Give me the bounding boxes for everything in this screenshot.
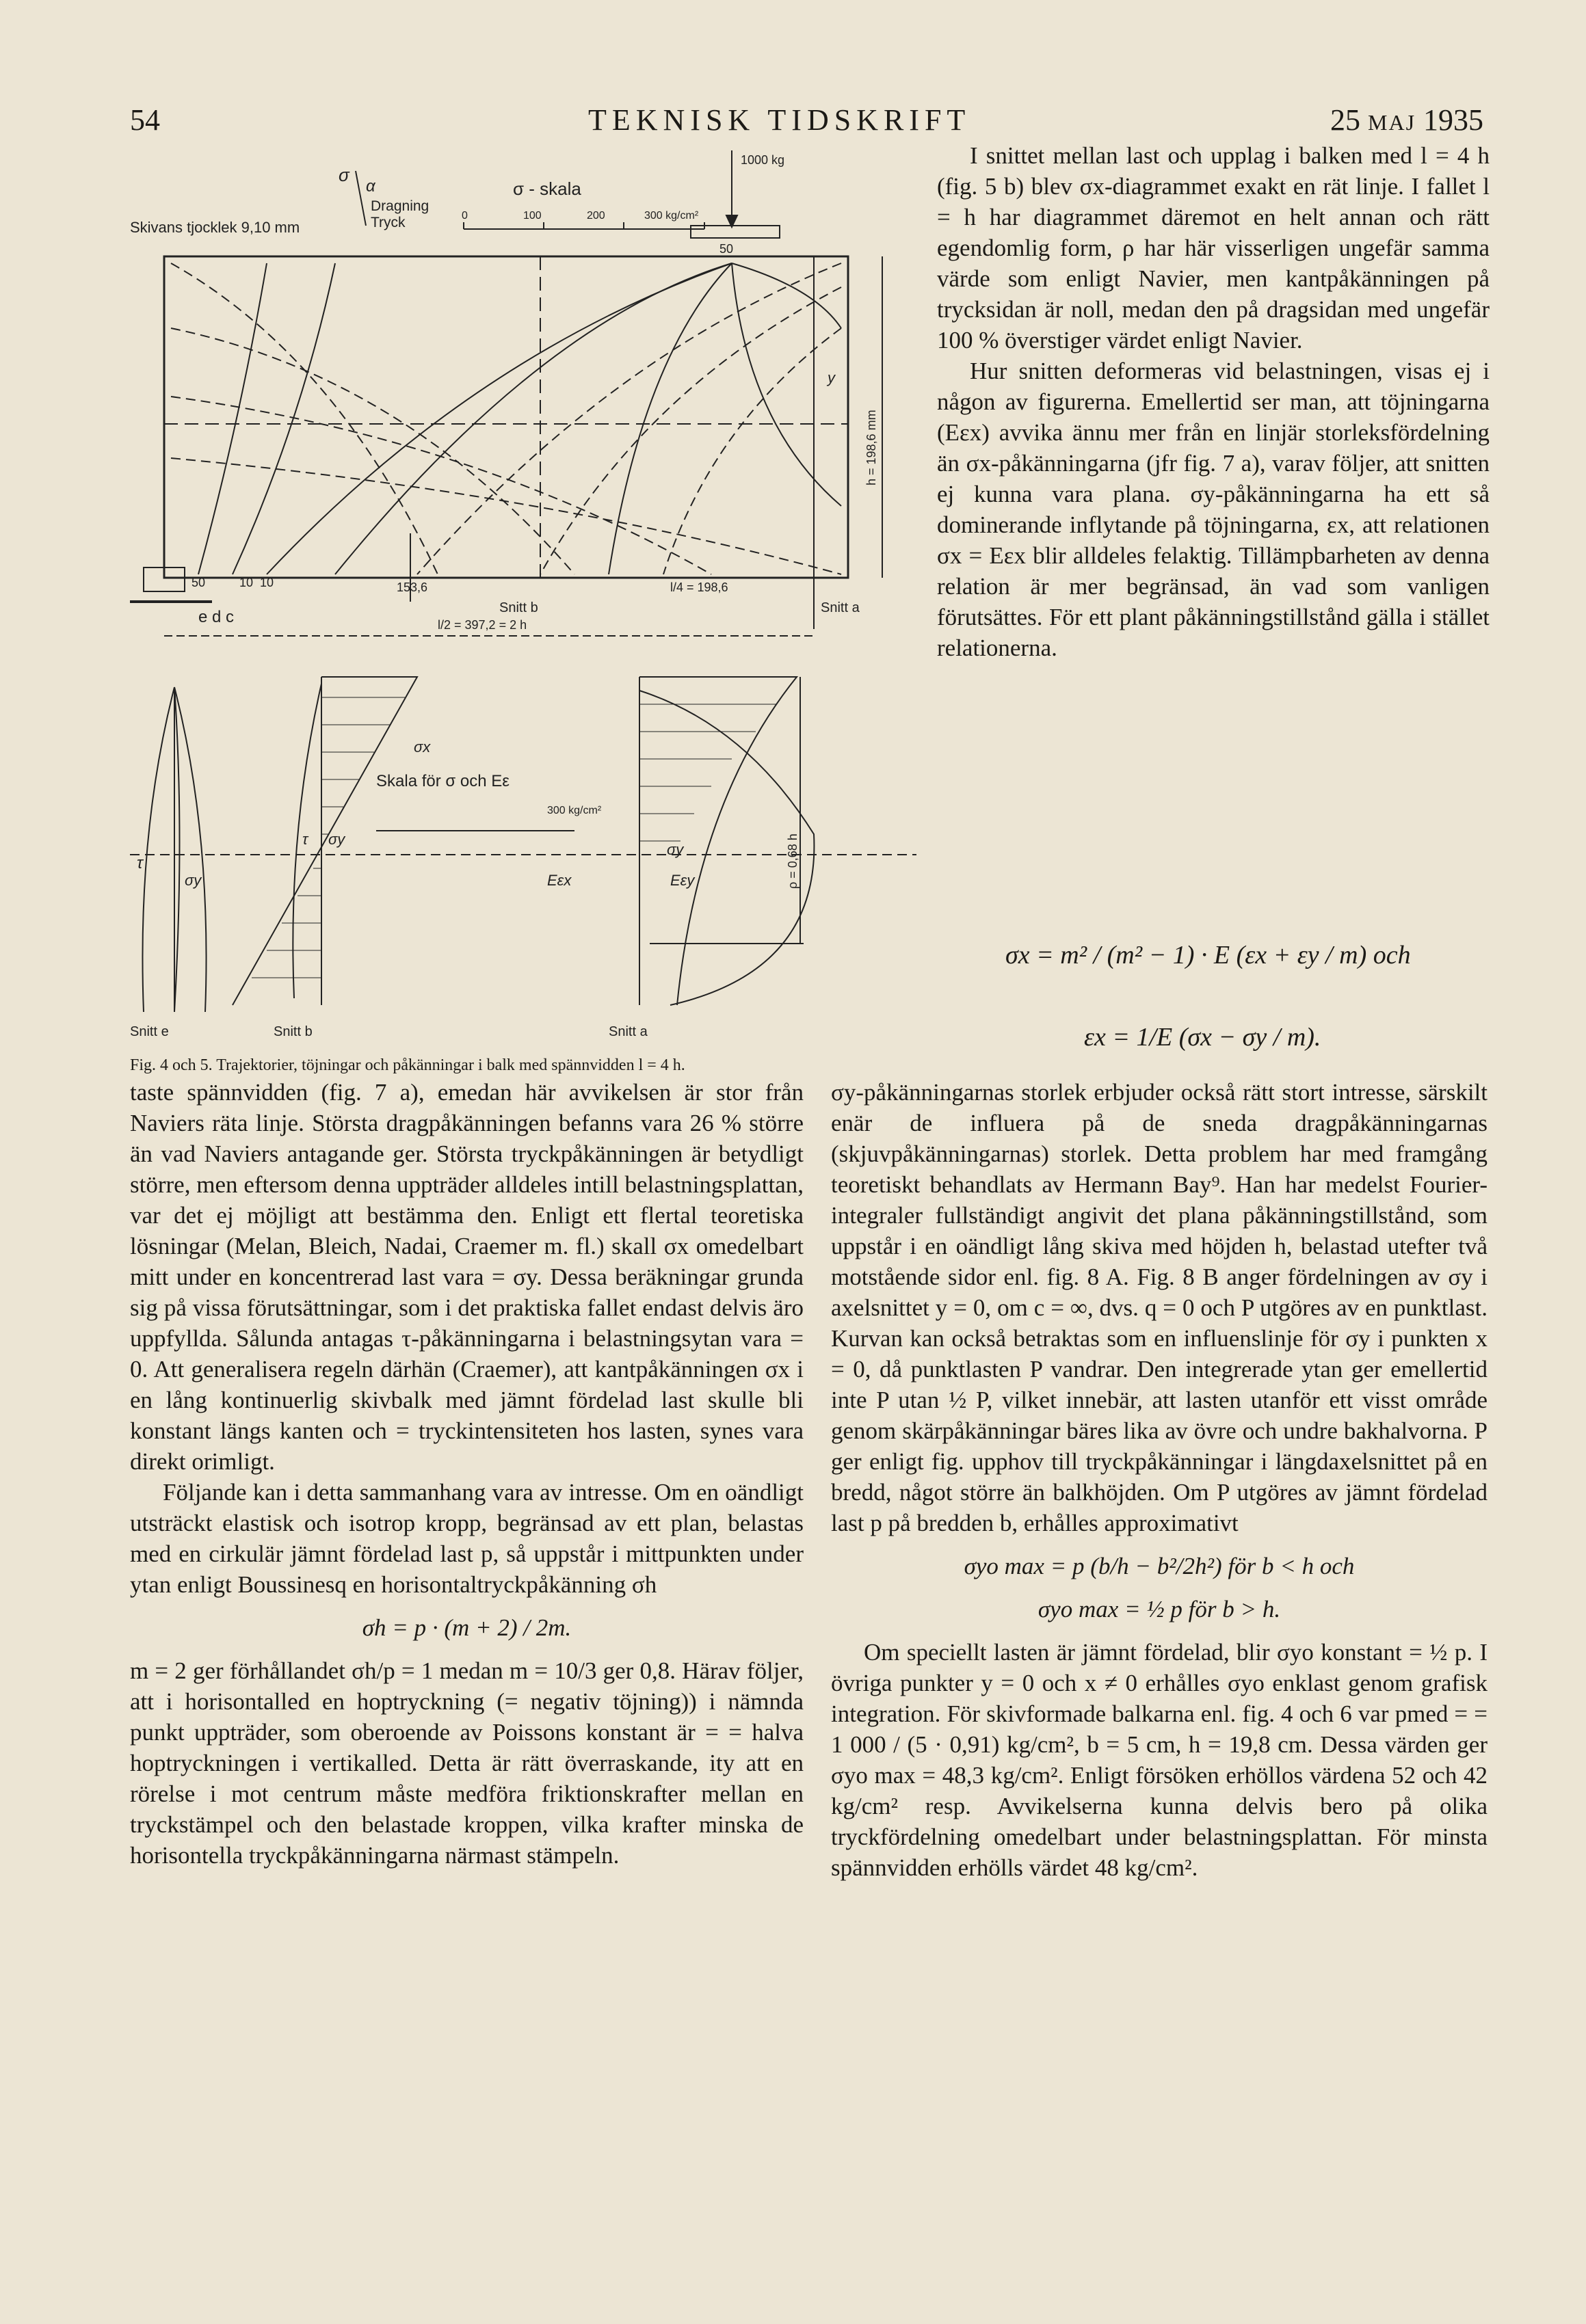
label-alpha: α [366, 177, 375, 196]
paragraph: taste spännvidden (fig. 7 a), emedan här avvikelsen är stor från Naviers räta linje. Största dragpåkänningen befanns vara 26 % större än vad Naviers antagande ger. Största tryckpåkänningen är betydligt större, men eftersom denna uppträder alldeles intill belastningsplattan, var det ej möjligt att bestämma den. Enligt ett flertal teoretiska lösningar (Melan, Bleich, Nadai, Craemer m. fl.) skall σx omedelbart mitt under en koncentrerad last vara = σy. Dessa beräkningar grunda sig på vissa förutsättningar, som i det praktiska fallet endast delvis äro uppfyllda. Sålunda antagas τ-påkänningarna i belastningsytan vara = 0. Att generalisera regeln därhän (Craemer), att kantpåkänningen σx i en lång kontinuerlig skivbalk med jämnt fördelad last skulle bli konstant längs kanten och = tryckintensiteten hos lasten, synes vara direkt orimligt. [130, 1079, 804, 1475]
scale2-unit: 300 kg/cm² [547, 805, 602, 816]
label-sigma-skala: σ - skala [513, 178, 581, 199]
figure-caption: Fig. 4 och 5. Trajektorier, töjningar och påkänningar i balk med spännvidden l = 4 h. [130, 1056, 685, 1074]
label-thickness: Skivans tjocklek 9,10 mm [130, 219, 300, 236]
paragraph: I snittet mellan last och upplag i balken med l = 4 h (fig. 5 b) blev σx-diagrammet exakt en rät linje. I fallet l = h har diagrammet däremot en helt annan och rätt egendomlig form, ρ har här visserligen ungefär samma värde som enligt Navier, men kantpåkänningen på trycksidan är noll, medan den på dragsidan med ungefär 100 % överstiger värdet enligt Navier. [937, 142, 1490, 353]
dim-l4: l/4 = 198,6 [670, 580, 728, 594]
scale-100: 100 [523, 210, 542, 222]
paragraph: m = 2 ger förhållandet σh/p = 1 medan m = 10/3 ger 0,8. Härav följer, att i horisontalled en hoptryckning (= negativ töjning)) i nämnda punkt uppträder, som oberoende av Poissons konstant är = = halva hoptryckningen i vertikalled. Detta är rätt överraskande, ity att en rörelse i mot centrum måste medföra friktionskrafter mellan en tryckstämpel och den belastade kroppen, vilka krafter minska de horisontella tryckpåkänningarna närmast stämpeln. [130, 1657, 804, 1869]
label-sigma-top: σ [339, 165, 349, 185]
dim-10a: 10 [239, 576, 254, 589]
equation: σyo max = p (b/h − b²/2h²) för b < h och [964, 1553, 1355, 1579]
equation: σh = p · (m + 2) / 2m. [362, 1614, 572, 1641]
label-snitt-a: Snitt a [821, 600, 860, 615]
page-number: 54 [130, 103, 160, 137]
text-column-bottom-right [831, 1077, 1488, 1883]
label-tau: τ [137, 854, 143, 872]
label-sigma-x: σx [414, 738, 431, 756]
date-day: 25 [1330, 103, 1360, 137]
label-snitt-b: Snitt b [499, 600, 538, 615]
figure-4-5 [130, 150, 916, 1039]
label-tau-2: τ [302, 831, 308, 848]
equation: σyo max = ½ p för b > h. [1037, 1596, 1281, 1622]
label-snitt-e-bot: Snitt e [130, 1024, 169, 1039]
label-dragning: Dragning [371, 198, 429, 214]
text-column-bottom-left [130, 1077, 804, 1871]
label-sigma-y-3: σy [667, 841, 684, 858]
label-tryck: Tryck [371, 215, 406, 230]
date-month: MAJ [1368, 110, 1416, 135]
label-skala-eps: Skala för σ och Eε [376, 772, 510, 790]
scale-unit: 300 kg/cm² [644, 210, 699, 222]
formula-eps-x: εx = 1/E (σx − σy / m). [1084, 1023, 1321, 1052]
issue-date [1330, 103, 1483, 137]
dim-y: y [828, 369, 835, 386]
paragraph: Hur snitten deformeras vid belastningen, visas ej i någon av figurerna. Emellertid ser man, att töjningarna (Eεx) avvika ännu mer från en linjär storleksfördelning än σx-påkänningarna (jfr fig. 7 a), varav följer, att snitten ej kunna vara plana. σy-påkänningarna ha ett så dominerande inflytande på töjningarna, εx, att relationen σx = Eεx blir alldeles felaktig. Tillämpbarheten av denna relation är mer begränsad, än vad som vanligen förutsättes. För ett plant påkänningstillstånd gälla i stället relationerna. [937, 358, 1490, 661]
label-sigma-y: σy [185, 872, 202, 889]
text-column-top-right [937, 140, 1490, 663]
journal-title: TEKNISK TIDSKRIFT [588, 103, 971, 137]
label-load: 1000 kg [741, 153, 785, 167]
label-rho: ρ = 0,68 h [786, 833, 799, 889]
scale-0: 0 [462, 210, 468, 222]
formula-sigma-x: σx = m² / (m² − 1) · E (εx + εy / m) och [1005, 941, 1411, 970]
dim-l2: l/2 = 397,2 = 2 h [438, 618, 527, 632]
paragraph: Följande kan i detta sammanhang vara av intresse. Om en oändligt utsträckt elastisk och isotrop kropp, begränsad av ett plan, belastas med en cirkulär jämnt fördelad last p, så uppstår i mittpunkten under ytan enligt Boussinesq en horisontaltryckpåkänning σh [130, 1479, 804, 1598]
dim-50b: 50 [191, 576, 206, 589]
dim-153: 153,6 [397, 580, 428, 594]
dim-10b: 10 [260, 576, 274, 589]
label-E-eps-x: Eεx [547, 872, 572, 889]
scale-200: 200 [587, 210, 605, 222]
points-edc: e d c [198, 608, 235, 626]
date-year: 1935 [1423, 103, 1484, 137]
label-sigma-y-2: σy [328, 831, 345, 848]
dim-50: 50 [719, 242, 734, 256]
label-snitt-b-bot: Snitt b [274, 1024, 313, 1039]
paragraph: Om speciellt lasten är jämnt fördelad, blir σyo konstant = ½ p. I övriga punkter y = 0 och x ≠ 0 erhålles σyo enklast genom grafisk integration. För skivformade balkarna enl. fig. 4 och 6 var pmed = = 1 000 / (5 · 0,91) kg/cm², b = 5 cm, h = 19,8 cm. Dessa värden ger σyo max = 48,3 kg/cm². Enligt försöken erhöllos värdena 52 och 42 kg/cm² resp. Avvikelserna kunna delvis bero på olika tryckfördelning omedelbart under belastningsplattan. För minsta spännvidden erhölls värdet 48 kg/cm². [831, 1639, 1488, 1881]
paragraph: σy-påkänningarnas storlek erbjuder också rätt stort intresse, särskilt enär de influera på de sneda dragpåkänningarnas (skjuvpåkänningarnas) storlek. Detta problem har med framgång teoretiskt behandlats av Hermann Bay⁹. Han har medelst Fourier-integraler fullständigt angivit det plana påkänningstillstånd, som uppstår i en oändligt lång skiva med höjden h, belastad utefter två motstående sidor enl. fig. 8 A. Fig. 8 B anger fördelningen av σy i axelsnittet y = 0, om c = ∞, dvs. q = 0 och P utgöres av en punktlast. Kurvan kan också betraktas som en influenslinje för σy i punkten x = 0, då punktlasten P vandrar. Den integrerade ytan ger emellertid inte P utan ½ P, vilket innebär, att lasten utanför ett visst område genom skärpåkänningar bäres lika av övre och undre bakhalvorna. P ger enligt fig. upphov till tryckpåkänningar i längdaxelsnittet på en bredd, något större än balkhöjden. Om P utgöres av jämnt fördelad last p på bredden b, erhålles approximativt [831, 1079, 1488, 1536]
label-E-eps-y: Eεy [670, 872, 695, 889]
label-snitt-a-bot: Snitt a [609, 1024, 648, 1039]
dim-h: h = 198,6 mm [864, 410, 878, 485]
